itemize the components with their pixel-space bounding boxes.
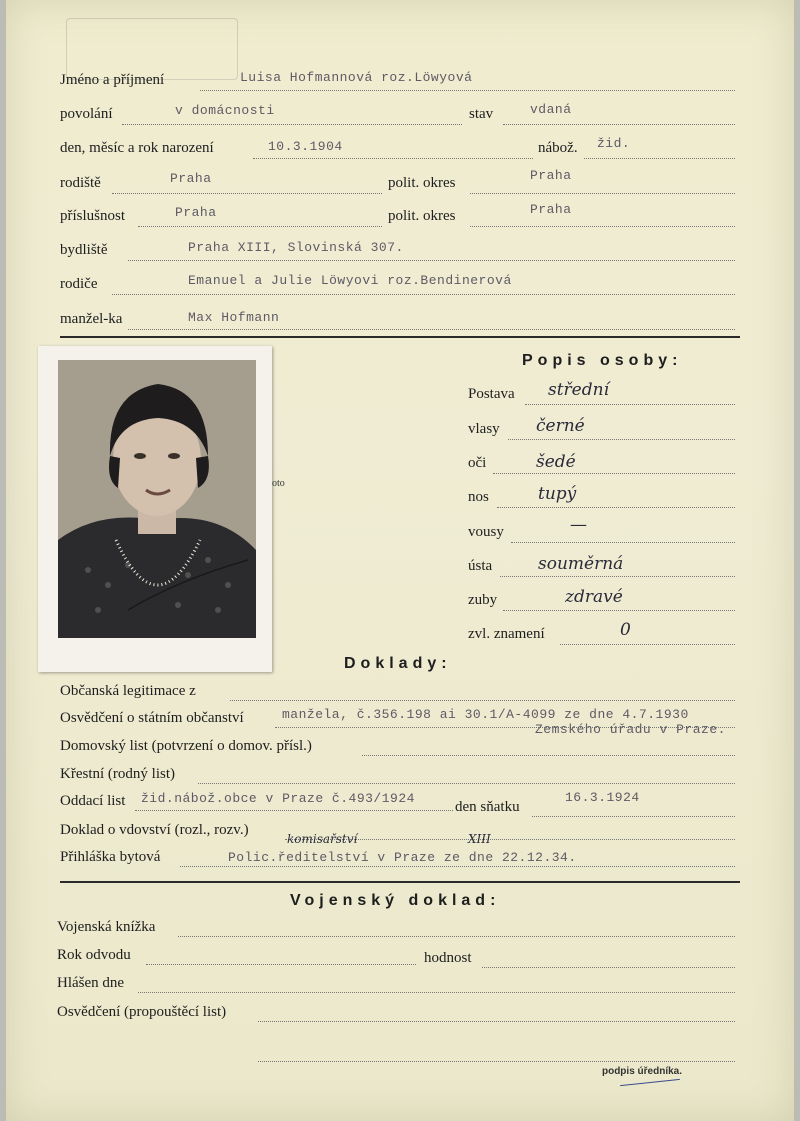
reported-line — [138, 992, 735, 993]
wedding-date-value: 16.3.1924 — [565, 790, 640, 805]
mouth-value: souměrná — [538, 554, 624, 574]
baptism-label: Křestní (rodný list) — [60, 766, 175, 782]
parents-value: Emanuel a Julie Löwyovi roz.Bendinerová — [188, 273, 512, 288]
marriage-cert-line — [135, 810, 453, 811]
military-book-line — [178, 936, 735, 937]
wedding-date-label: den sňatku — [455, 799, 520, 815]
birth-date-value: 10.3.1904 — [268, 139, 343, 154]
nose-line — [497, 507, 735, 508]
occupation-label: povolání — [60, 106, 113, 122]
baptism-line — [198, 783, 735, 784]
official-signature-label: podpis úředníka. — [601, 1066, 682, 1077]
wedding-date-line — [532, 816, 735, 817]
military-book-label: Vojenská knížka — [57, 919, 156, 935]
rank-label: hodnost — [424, 950, 472, 966]
rank-line — [482, 967, 735, 968]
beard-line — [511, 542, 735, 543]
marks-value: 0 — [620, 620, 631, 640]
documents-heading: Doklady: — [344, 655, 452, 672]
district-label-1: polit. okres — [388, 175, 456, 191]
district-line-1 — [470, 193, 735, 194]
marks-line — [560, 644, 735, 645]
teeth-line — [503, 610, 735, 611]
portrait-figure — [58, 360, 256, 638]
citizenship-line — [138, 226, 382, 227]
birthplace-label: rodiště — [60, 175, 101, 191]
citizenship-cert-value: manžela, č.356.198 ai 30.1/A-4099 ze dne 4.7.1930 — [282, 707, 689, 722]
spouse-line — [128, 329, 735, 330]
portrait-photo — [58, 360, 256, 638]
section-divider-1 — [60, 336, 740, 338]
signature-line — [258, 1061, 735, 1062]
faded-stamp — [66, 18, 238, 80]
build-line — [525, 404, 735, 405]
eyes-value: šedé — [536, 452, 576, 472]
conscription-label: Rok odvodu — [57, 947, 131, 963]
domicile-label: Domovský list (potvrzení o domov. přísl.) — [60, 738, 312, 754]
birthplace-line — [112, 193, 382, 194]
widowhood-label: Doklad o vdovství (rozl., rozv.) — [60, 822, 249, 838]
housing-correction: komisařství — [287, 832, 358, 846]
parents-line — [112, 294, 735, 295]
photo-caption: oto — [272, 478, 285, 489]
build-label: Postava — [468, 386, 515, 402]
marriage-cert-value: žid.nábož.obce v Praze č.493/1924 — [141, 791, 415, 806]
eyes-line — [493, 473, 735, 474]
mouth-line — [500, 576, 735, 577]
hair-label: vlasy — [468, 421, 500, 437]
marks-label: zvl. znamení — [468, 626, 545, 642]
birth-date-line — [253, 158, 533, 159]
marital-status-line — [503, 124, 735, 125]
marriage-cert-label: Oddací list — [60, 793, 126, 809]
discharge-label: Osvědčení (propouštěcí list) — [57, 1004, 227, 1020]
occupation-value: v domácnosti — [175, 103, 275, 118]
nose-value: tupý — [538, 484, 577, 504]
housing-district-correction: XIII — [468, 832, 491, 846]
description-heading: Popis osoby: — [522, 352, 683, 369]
citizenship-cert-label: Osvědčení o státním občanství — [60, 710, 244, 726]
military-heading: Vojenský doklad: — [290, 892, 501, 909]
name-label: Jméno a příjmení — [60, 72, 165, 88]
nose-label: nos — [468, 489, 489, 505]
beard-value: — — [570, 515, 587, 535]
hair-value: černé — [536, 416, 585, 436]
section-divider-2 — [60, 881, 740, 883]
district-value-2: Praha — [530, 202, 572, 217]
district-value-1: Praha — [530, 168, 572, 183]
citizenship-value: Praha — [175, 205, 217, 220]
reported-label: Hlášen dne — [57, 975, 125, 991]
religion-line — [584, 158, 735, 159]
teeth-label: zuby — [468, 592, 498, 608]
religion-label: nábož. — [538, 140, 578, 156]
district-label-2: polit. okres — [388, 208, 456, 224]
spouse-value: Max Hofmann — [188, 310, 280, 325]
occupation-line — [122, 124, 462, 125]
residence-value: Praha XIII, Slovinská 307. — [188, 240, 404, 255]
citizenship-label: příslušnost — [60, 208, 126, 224]
housing-label: Přihláška bytová — [60, 849, 161, 865]
name-value: Luisa Hofmannová roz.Löwyová — [240, 70, 473, 85]
birthplace-value: Praha — [170, 171, 212, 186]
build-value: střední — [548, 380, 610, 400]
marital-status-value: vdaná — [530, 102, 572, 117]
conscription-line — [146, 964, 416, 965]
id-card-label: Občanská legitimace z — [60, 683, 196, 699]
parents-label: rodiče — [60, 276, 98, 292]
housing-value: Polic.ředitelství v Praze ze dne 22.12.34. — [228, 850, 577, 865]
housing-line — [180, 866, 735, 867]
name-line — [200, 90, 735, 91]
teeth-value: zdravé — [565, 587, 623, 607]
marital-status-label: stav — [469, 106, 494, 122]
id-card-line — [230, 700, 735, 701]
mouth-label: ústa — [468, 558, 493, 574]
beard-label: vousy — [468, 524, 504, 540]
religion-value: žid. — [597, 136, 631, 151]
birth-date-label: den, měsíc a rok narození — [60, 140, 214, 156]
hair-line — [508, 439, 735, 440]
residence-line — [128, 260, 735, 261]
discharge-line — [258, 1021, 735, 1022]
spouse-label: manžel-ka — [60, 311, 123, 327]
domicile-line — [362, 755, 735, 756]
residence-label: bydliště — [60, 242, 108, 258]
district-line-2 — [470, 226, 735, 227]
eyes-label: oči — [468, 455, 487, 471]
citizenship-cert-value-2: Zemského úřadu v Praze. — [535, 722, 726, 737]
